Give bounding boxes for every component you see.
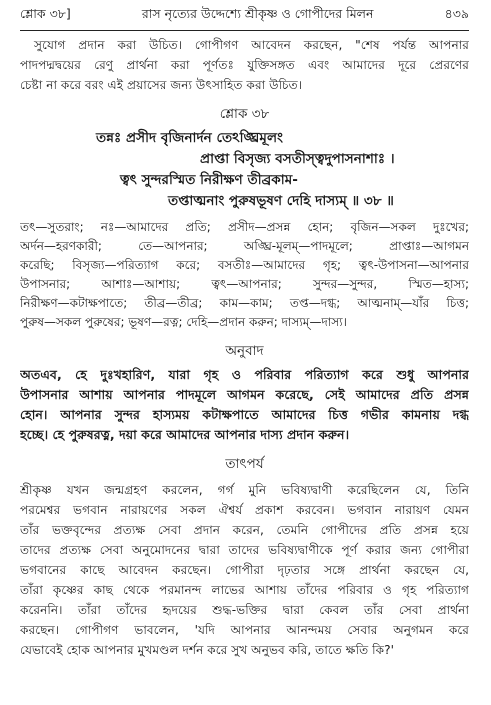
purport-paragraph [20,480,469,660]
running-header [20,6,469,31]
synonyms-section [20,218,469,332]
translation-heading: অনুবাদ [225,343,264,359]
purport-heading: তাৎপর্য [225,456,264,472]
translation-line: হোন। আপনার সুন্দর হাস্যময় কটাক্ষপাতে আমাদের চিত্ত গভীর কামনায় দগ্ধ [20,407,469,422]
text-line: সুযোগ প্রদান করা উচিত। গোপীগণ আবেদন করছেন, "শেষ পর্যন্ত আপনার [34,38,469,52]
purport-line: তাঁরা কৃষ্ণের কাছ থেকে পরমানন্দ লাভের আশায় তাঁদের পরিবার ও গৃহ পরিত্যাগ [20,583,469,597]
synonym-line: অর্দন—হরণকারী; তে—আপনার; অঙ্ঘ্রি-মূলম্—পাদমূলে; প্রাপ্তাঃ—আগমন [20,239,469,253]
sanskrit-verse [20,128,469,212]
verse-line: তপ্তাত্মনাং পুরুষভূষণ দেহি দাস্যম্ ॥ ৩৮ ॥ [168,193,394,209]
translation-line: উপাসনার আশায় আপনার পাদমূলে আগমন করেছে, সেই আমাদের প্রতি প্রসন্ন [20,387,469,402]
purport-line: তাঁর ভক্তবৃন্দের প্রত্যক্ষ সেবা প্রদান করেন, তেমনি গোপীদের প্রতি প্রসন্ন হয়ে [20,523,469,537]
header-verse-ref: শ্লোক ৩৮] [20,6,71,21]
purport-line: করছেন। গোপীগণ ভাবলেন, 'যদি আপনার আনন্দময় সেবার অনুগমন করে [20,623,469,637]
purport-line: শ্রীকৃষ্ণ যখন জন্মগ্রহণ করলেন, গর্গ মুনি ভবিষ্যদ্বাণী করেছিলেন যে, তিনি [20,483,469,497]
purport-line: যেভাবেই হোক আপনার মুখমণ্ডল দর্শন করে সুখ অনুভব করি, তাতে ক্ষতি কি?' [20,643,394,657]
verse-line: ত্বৎ সুন্দরস্মিত নিরীক্ষণ তীব্রকাম- [120,172,298,188]
synonym-line: উপাসনার; আশাঃ—আশায়; ত্বৎ—আপনার; সুন্দর—সুন্দর, স্মিত—হাস্য; [20,277,469,291]
synonym-line: করেছি; বিসৃজ্য—পরিত্যাগ করে; বসতীঃ—আমাদের গৃহ; ত্বৎ-উপাসনা—আপনার [20,258,469,272]
header-chapter-title: রাস নৃত্যের উদ্দেশ্যে শ্রীকৃষ্ণ ও গোপীদের মিলন [141,6,374,21]
purport-line: করেননি। তাঁরা তাঁদের হৃদয়ের শুদ্ধ-ভক্তির দ্বারা কেবল তাঁর সেবা প্রার্থনা [20,603,469,617]
verse-line: তন্নঃ প্রসীদ বৃজিনার্দন তেঽঙ্ঘ্রিমূলং [96,130,283,146]
verse-heading: শ্লোক ৩৮ [219,106,270,122]
translation-paragraph [20,365,469,445]
intro-paragraph [20,35,469,95]
synonym-line: নিরীক্ষণ—কটাক্ষপাতে; তীব্র—তীব্র; কাম—কাম; তপ্ত—দগ্ধ; আত্মনাম্—যাঁর চিত্ত; [20,296,469,310]
purport-line: ভগবানের কাছে আবেদন করছেন। গোপীরা দৃঢ়তার সঙ্গে প্রার্থনা করছেন যে, [20,563,469,577]
synonym-line: পুরুষ—সকল পুরুষের; ভূষণ—রত্ন; দেহি—প্রদান করুন; দাস্যম্—দাস্য। [20,315,347,329]
text-line: চেষ্টা না করে বরং এই প্রয়াসের জন্য উৎসাহিত করা উচিত। [20,78,303,92]
synonym-line: তৎ—সুতরাং; নঃ—আমাদের প্রতি; প্রসীদ—প্রসন্ন হোন; বৃজিন—সকল দুঃখের; [20,220,469,234]
translation-line: অতএব, হে দুঃখহারিণ, যারা গৃহ ও পরিবার পরিত্যাগ করে শুধু আপনার [20,367,469,382]
text-line: পাদপদ্মদ্বয়ের রেণু প্রার্থনা করা পূর্ণতঃ যুক্তিসঙ্গত এবং আমাদের দূরে প্রেরণের [20,58,469,72]
translation-line: হচ্ছে। হে পুরুষরত্ন, দয়া করে আমাদের আপনার দাস্য প্রদান করুন। [20,427,350,442]
page-number: ৪৩৯ [444,6,469,21]
purport-line: তাদের প্রত্যক্ষ সেবা অনুমোদনের দ্বারা তাদের ভবিষ্যদ্বাণীকে পূর্ণ করার জন্য গোপীরা [20,543,469,557]
verse-line: প্রাপ্তা বিসৃজ্য বসতীস্ত্বদুপাসনাশাঃ । [200,151,395,167]
purport-line: পরমেশ্বর ভগবান নারায়ণের সকল ঐশ্বর্য প্রকাশ করবেন। ভগবান নারায়ণ যেমন [20,503,469,517]
